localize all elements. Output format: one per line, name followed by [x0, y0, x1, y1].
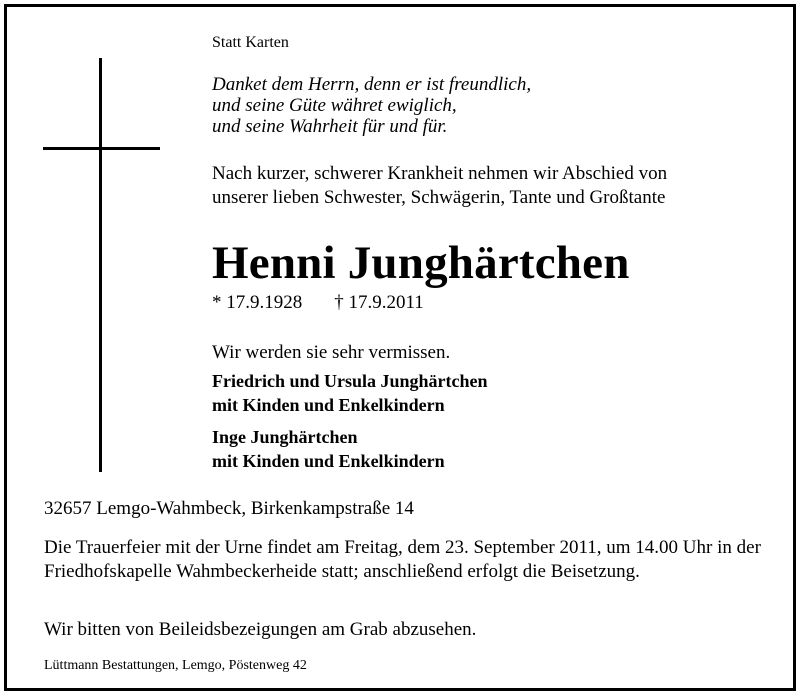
undertaker-credit: Lüttmann Bestattungen, Lemgo, Pöstenweg 42 — [44, 658, 307, 673]
family-names: Inge Junghärtchen — [212, 427, 358, 447]
psalm-verse — [212, 74, 531, 137]
family-descendants: mit Kinden und Enkelkindern — [212, 395, 445, 415]
condolence-request: Wir bitten von Beileidsbezeigungen am Grab abzusehen. — [44, 619, 477, 640]
family-descendants: mit Kinden und Enkelkindern — [212, 451, 445, 471]
intro-text — [212, 162, 667, 210]
psalm-line: und seine Wahrheit für und für. — [212, 116, 448, 137]
psalm-line: Danket dem Herrn, denn er ist freundlich, — [212, 74, 532, 95]
closing-line: Wir werden sie sehr vermissen. — [212, 342, 451, 363]
statt-karten-label: Statt Karten — [212, 34, 289, 51]
cross-vertical-bar — [99, 58, 102, 472]
cross-horizontal-bar — [43, 147, 160, 150]
family-group — [212, 425, 445, 473]
deceased-name: Henni Junghärtchen — [212, 237, 630, 289]
psalm-line: und seine Güte währet ewiglich, — [212, 95, 457, 116]
life-dates — [212, 291, 424, 315]
death-date: † 17.9.2011 — [334, 292, 424, 313]
intro-line: Nach kurzer, schwerer Krankheit nehmen wir Abschied von — [212, 163, 668, 184]
funeral-notice: Die Trauerfeier mit der Urne findet am Freitag, dem 23. September 2011, um 14.00 Uhr in der Friedhofskapelle Wahmbeckerheide statt; anschließend erfolgt die Beisetzung. — [44, 537, 761, 582]
family-group — [212, 369, 488, 417]
obituary-notice — [4, 4, 796, 691]
family-names: Friedrich und Ursula Junghärtchen — [212, 371, 488, 391]
birth-date: * 17.9.1928 — [212, 292, 303, 313]
intro-line: unserer lieben Schwester, Schwägerin, Tante und Großtante — [212, 187, 666, 208]
address-line: 32657 Lemgo-Wahmbeck, Birkenkampstraße 14 — [44, 498, 414, 519]
